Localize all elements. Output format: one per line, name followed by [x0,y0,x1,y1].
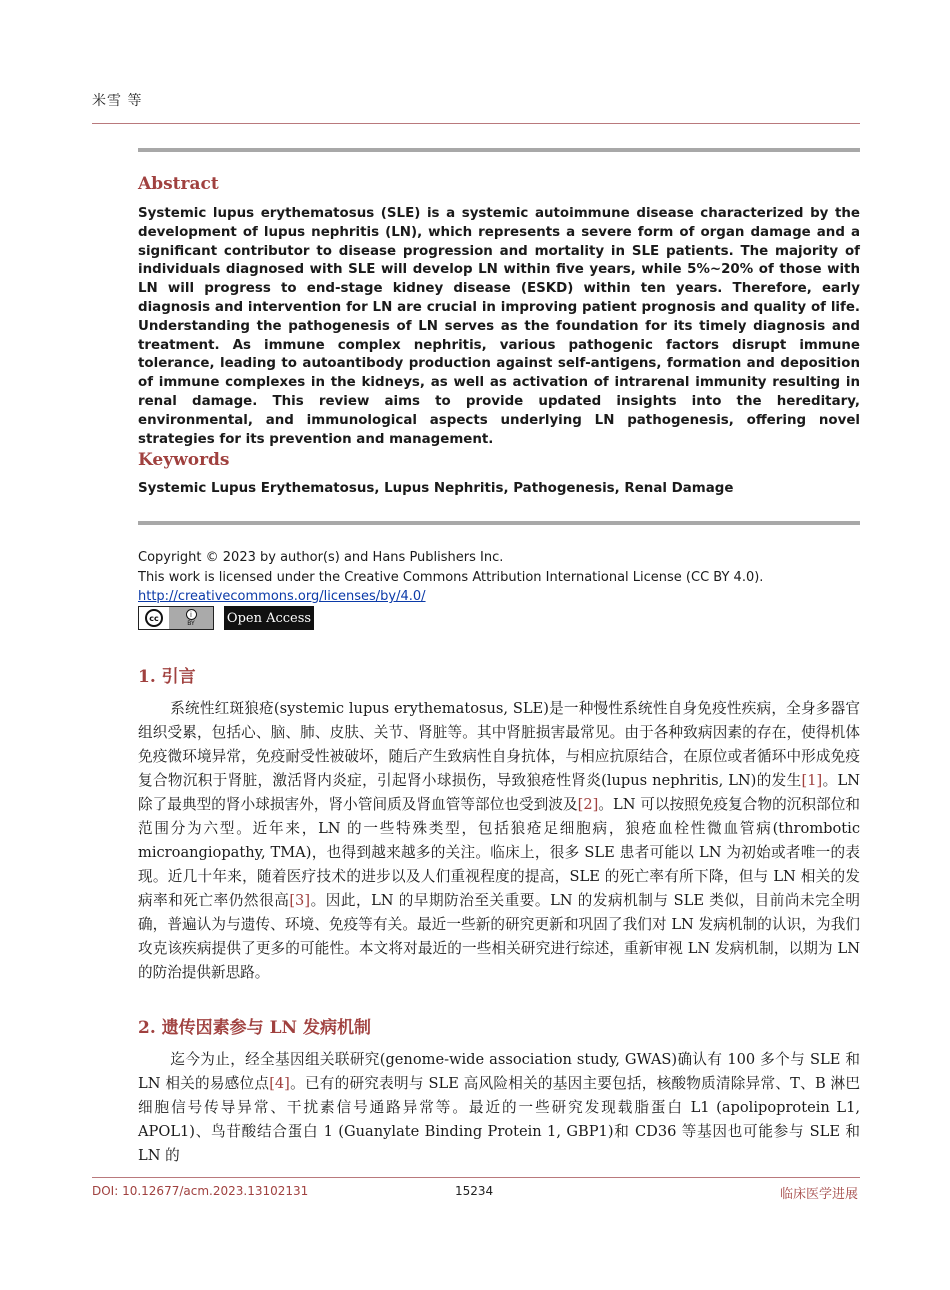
section-2-paragraph: 迄今为止，经全基因组关联研究(genome-wide association study, GWAS)确认有 100 多个与 SLE 和 LN 相关的易感位点[4]。已有的研究表明与 SLE 高风险相关的基因主要包括，核酸物质清除异常、T、B 淋巴细胞信号传导异常、干扰素信号通路异常等。最近的一些研究发现载脂蛋白 L1 (apolipoprotein L1, APOL1)、鸟苷酸结合蛋白 1 (Guanylate Binding Protein 1, GBP1)和 CD36 等基因也可能参与 SLE 和 LN 的 [138,1051,860,1164]
abstract-top-divider [138,148,860,152]
citation-link[interactable]: [1] [801,772,823,789]
cc-by-badge[interactable] [138,606,214,630]
citation-link[interactable]: [2] [577,796,599,813]
header-authors: 米雪 等 [92,93,143,109]
header-divider [92,123,860,124]
keywords-text: Systemic Lupus Erythematosus, Lupus Nephritis, Pathogenesis, Renal Damage [138,481,734,496]
abstract-bottom-divider [138,521,860,525]
abstract-heading: Abstract [138,174,219,194]
license-block [138,548,763,607]
journal-name: 临床医学进展 [779,1187,858,1202]
attribution-icon: i [186,609,197,620]
copyright-line: Copyright © 2023 by author(s) and Hans Publishers Inc. [138,550,504,565]
abstract-text: Systemic lupus erythematosus (SLE) is a systemic autoimmune disease characterized by the development of lupus nephritis (LN), which represents a severe form of organ damage and a significant contributor to disease progression and mortality in SLE patients. The majority of individuals diagnosed with SLE will develop LN within five years, while 5%~20% of those with LN will progress to end-stage kidney disease (ESKD) within ten years. Therefore, early diagnosis and intervention for LN are crucial in improving patient prognosis and quality of life. Understanding the pathogenesis of LN serves as the foundation for its timely diagnosis and treatment. As immune complex nephritis, various pathogenic factors disrupt immune tolerance, leading to autoantibody production against self-antigens, formation and deposition of immune complexes in the kidneys, as well as activation of intrarenal immunity resulting in renal damage. This review aims to provide updated insights into the hereditary, environmental, and immunological aspects underlying LN pathogenesis, offering novel strategies for its prevention and management. [138,206,860,447]
section-1-paragraph: 系统性红斑狼疮(systemic lupus erythematosus, SLE)是一种慢性系统性自身免疫性疾病，全身多器官组织受累，包括心、脑、肺、皮肤、关节、肾脏等。其中肾脏损害最常见。由于各种致病因素的存在，使得机体免疫微环境异常，免疫耐受性被破坏，随后产生致病性自身抗体，与相应抗原结合，在原位或者循环中形成免疫复合物沉积于肾脏，激活肾内炎症，引起肾小球损伤，导致狼疮性肾炎(lupus nephritis, LN)的发生[1]。LN 除了最典型的肾小球损害外，肾小管间质及肾血管等部位也受到波及[2]。LN 可以按照免疫复合物的沉积部位和范围分为六型。近年来，LN 的一些特殊类型，包括狼疮足细胞病，狼疮血栓性微血管病(thrombotic microangiopathy, TMA)，也得到越来越多的关注。临床上，很多 SLE 患者可能以 LN 为初始或者唯一的表现。近几十年来，随着医疗技术的进步以及人们重视程度的提高，SLE 的死亡率有所下降，但与 LN 相关的发病率和死亡率仍然很高[3]。因此，LN 的早期防治至关重要。LN 的发病机制与 SLE 类似，目前尚未完全明确，普遍认为与遗传、环境、免疫等有关。最近一些新的研究更新和巩固了我们对 LN 发病机制的认识，为我们攻克该疾病提供了更多的可能性。本文将对最近的一些相关研究进行综述，重新审视 LN 发病机制，以期为 LN 的防治提供新思路。 [138,700,860,981]
license-statement: This work is licensed under the Creative Commons Attribution International License (CC BY 4.0). [138,569,764,585]
license-link[interactable]: http://creativecommons.org/licenses/by/4.0/ [138,589,426,604]
by-label: BY [187,620,195,627]
section-1-heading: 1. 引言 [138,667,196,687]
page-number: 15234 [455,1184,494,1198]
footer-divider [92,1177,860,1178]
section-2-heading: 2. 遗传因素参与 LN 发病机制 [138,1018,371,1038]
footer-doi: DOI: 10.12677/acm.2023.13102131 [92,1184,309,1198]
citation-link[interactable]: [4] [269,1075,290,1092]
open-access-badge[interactable]: Open Access [224,606,314,630]
citation-link[interactable]: [3] [289,892,311,909]
cc-icon: cc [145,609,163,627]
keywords-heading: Keywords [138,450,230,470]
